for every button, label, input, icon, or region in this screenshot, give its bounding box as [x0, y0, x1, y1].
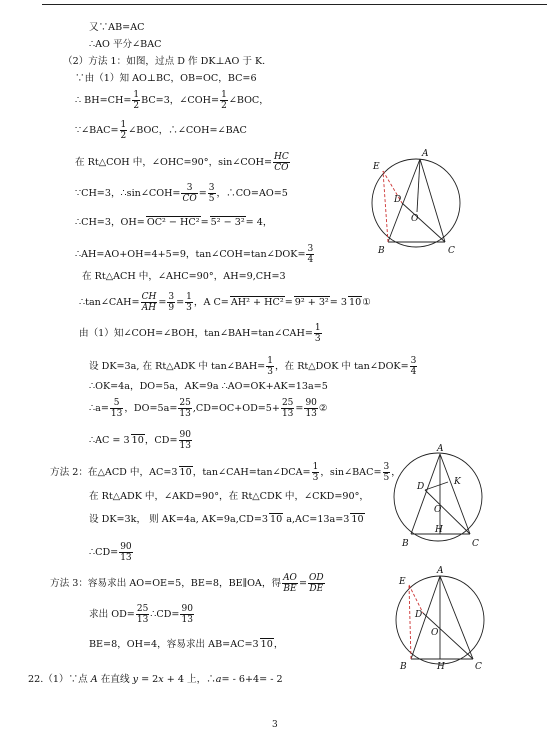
segment-cd — [402, 203, 445, 242]
line-3: （2）方法 1：如图，过点 D 作 DK⊥AO 于 K. — [63, 56, 266, 67]
line-22: 方法 3：容易求出 AO=OE=5，BE=8，BE∥OA，得 $\frac{AO}{BE}$ = $\frac{OD}{DE}$ — [50, 573, 324, 594]
line-11: 在 Rt△ACH 中，∠AHC=90°，AH=9,CH=3 — [82, 271, 286, 282]
label-c: C — [475, 662, 482, 672]
fraction: $\frac{HC}{CO}$ — [273, 152, 289, 173]
segment-be-dashed — [409, 585, 411, 659]
line-12: ∴tan∠CAH= $\frac{CH}{AH}$ = $\frac{3}{9}$ = $\frac{1}{3}$ ，A C= AH² + HC²= 9² + 3²= 3 10① — [79, 292, 371, 313]
segment-ed-dashed — [409, 585, 423, 613]
fraction: $\frac{3}{5}$ — [383, 462, 390, 483]
fraction: $\frac{1}{2}$ — [133, 90, 140, 111]
fraction: $\frac{1}{3}$ — [267, 356, 273, 377]
line-24: BE=8，OH=4，容易求出 AB=AC=3 10， — [89, 639, 284, 650]
fraction: $\frac{CH}{AH}$ — [141, 292, 157, 313]
fraction: $\frac{3}{4}$ — [307, 244, 314, 265]
top-rule — [42, 4, 547, 5]
fraction: $\frac{3}{4}$ — [410, 356, 417, 377]
label-e: E — [399, 577, 406, 587]
sqrt: AH² + HC² — [230, 297, 284, 308]
segment-cd — [425, 490, 470, 534]
fraction: $\frac{1}{3}$ — [186, 292, 192, 313]
sqrt: OC² − HC² — [146, 217, 200, 228]
sqrt: 9² + 3² — [294, 297, 329, 308]
line-4: ∵由（1）知 AO⊥BC，OB=OC，BC=6 — [75, 73, 257, 84]
fraction: $\frac{3}{5}$ — [208, 183, 215, 204]
line-1: 又∵AB=AC — [89, 22, 145, 33]
label-h: H — [435, 525, 443, 535]
page-number: 3 — [272, 720, 278, 730]
sqrt: 10 — [179, 467, 192, 478]
fraction: $\frac{3}{CO}$ — [182, 183, 197, 204]
sqrt: 10 — [269, 514, 283, 525]
figure-2 — [392, 440, 502, 552]
fraction: $\frac{1}{2}$ — [120, 120, 127, 141]
line-19: 在 Rt△ADK 中，∠AKD=90°，在 Rt△CDK 中，∠CKD=90°， — [89, 491, 369, 502]
label-c: C — [448, 246, 455, 256]
sqrt: 10 — [260, 639, 273, 650]
label-k: K — [454, 477, 461, 487]
line-25: 22.（1）∵点 A 在直线 y = 2x + 4 上，∴a= - 6+4= - 2 — [28, 674, 283, 685]
sqrt: 10 — [131, 435, 144, 446]
label-b: B — [402, 539, 409, 549]
segment-ac — [420, 159, 445, 242]
label-d: D — [394, 195, 402, 205]
label-o: O — [431, 628, 439, 638]
line-8: ∵CH=3，∴sin∠COH= $\frac{3}{CO}$ = $\frac{3}{5}$ ，∴CO=AO=5 — [75, 183, 288, 204]
line-23: 求出 OD= $\frac{25}{13}$ ∴CD= $\frac{90}{13}$ — [89, 604, 193, 625]
fraction: $\frac{3}{9}$ — [168, 292, 175, 313]
line-7: 在 Rt△COH 中，∠OHC=90°，sin∠COH= $\frac{HC}{CO}$ — [75, 152, 289, 173]
label-a: A — [437, 566, 444, 576]
segment-ao — [417, 159, 420, 212]
sqrt: 10 — [351, 514, 364, 525]
segment-ab — [388, 159, 420, 242]
label-c: C — [472, 539, 479, 549]
line-14: 设 DK=3a, 在 Rt△ADK 中 tan∠BAH= $\frac{1}{3}$ ，在 Rt△DOK 中 tan∠DOK= $\frac{3}{4}$ — [89, 356, 417, 377]
fraction: $\frac{90}{13}$ — [179, 430, 191, 451]
label-b: B — [400, 662, 407, 672]
fraction: $\frac{90}{13}$ — [305, 398, 317, 419]
line-16: ∴a= $\frac{5}{13}$ ，DO=5a= $\frac{25}{13}$ ,CD=OC+OD=5+ $\frac{25}{13}$ = $\frac{90}{13}$ ② — [89, 398, 328, 419]
label-a: A — [437, 444, 444, 454]
label-d: D — [415, 610, 423, 620]
label-o: O — [411, 214, 419, 224]
fraction: $\frac{25}{13}$ — [136, 604, 149, 625]
line-6: ∵∠BAC= $\frac{1}{2}$ ∠BOC，∴∠COH=∠BAC — [75, 120, 247, 141]
circle — [372, 159, 460, 247]
label-e: E — [373, 162, 380, 172]
fraction: $\frac{OD}{DE}$ — [309, 573, 324, 594]
line-18: 方法 2：在△ACD 中，AC=3 10，tan∠CAH=tan∠DCA= $\frac{1}{3}$ ，sin∠BAC= $\frac{3}{5}$ ， — [50, 462, 401, 483]
fraction: $\frac{90}{13}$ — [181, 604, 193, 625]
label-o: O — [434, 505, 442, 515]
label-b: B — [378, 246, 385, 256]
line-17: ∴AC = 3 10，CD= $\frac{90}{13}$ — [89, 430, 191, 451]
segment-ac — [440, 454, 470, 534]
segment-ab — [411, 454, 440, 534]
fraction: $\frac{1}{3}$ — [312, 462, 319, 483]
fraction: $\frac{AO}{BE}$ — [283, 573, 297, 594]
segment-be-dashed — [383, 171, 388, 242]
fraction: $\frac{1}{3}$ — [314, 323, 321, 344]
line-2: ∴AO 平分∠BAC — [89, 39, 162, 50]
fraction: $\frac{25}{13}$ — [281, 398, 294, 419]
label-d: D — [417, 482, 425, 492]
line-13: 由（1）知∠COH=∠BOH，tan∠BAH=tan∠CAH= $\frac{1}{3}$ — [79, 323, 321, 344]
label-a: A — [422, 149, 429, 159]
line-21: ∴CD= $\frac{90}{13}$ — [89, 542, 132, 563]
line-9: ∴CH=3，OH= OC² − HC²= 5² − 3²= 4， — [75, 217, 273, 228]
fraction: $\frac{25}{13}$ — [179, 398, 191, 419]
line-15: ∴OK=4a，DO=5a，AK=9a ∴AO=OK+AK=13a=5 — [89, 381, 328, 392]
label-h: H — [437, 662, 445, 672]
sqrt: 10 — [348, 297, 362, 308]
figure-3 — [393, 563, 505, 675]
line-10: ∴AH=AO+OH=4+5=9，tan∠COH=tan∠DOK= $\frac{3}{4}$ — [75, 244, 314, 265]
fraction: $\frac{90}{13}$ — [120, 542, 132, 563]
segment-ac — [440, 576, 473, 659]
line-5: ∴ BH=CH= $\frac{1}{2}$ BC=3，∠COH= $\frac{1}{2}$ ∠BOC， — [75, 90, 269, 111]
fraction: $\frac{1}{2}$ — [221, 90, 227, 111]
sqrt: 5² − 3² — [210, 217, 245, 228]
figure-1 — [368, 145, 478, 260]
fraction: $\frac{5}{13}$ — [110, 398, 123, 419]
line-20: 设 DK=3k， 则 AK=4a, AK=9a,CD=3 10 a,AC=13a=3 10 — [89, 514, 364, 525]
